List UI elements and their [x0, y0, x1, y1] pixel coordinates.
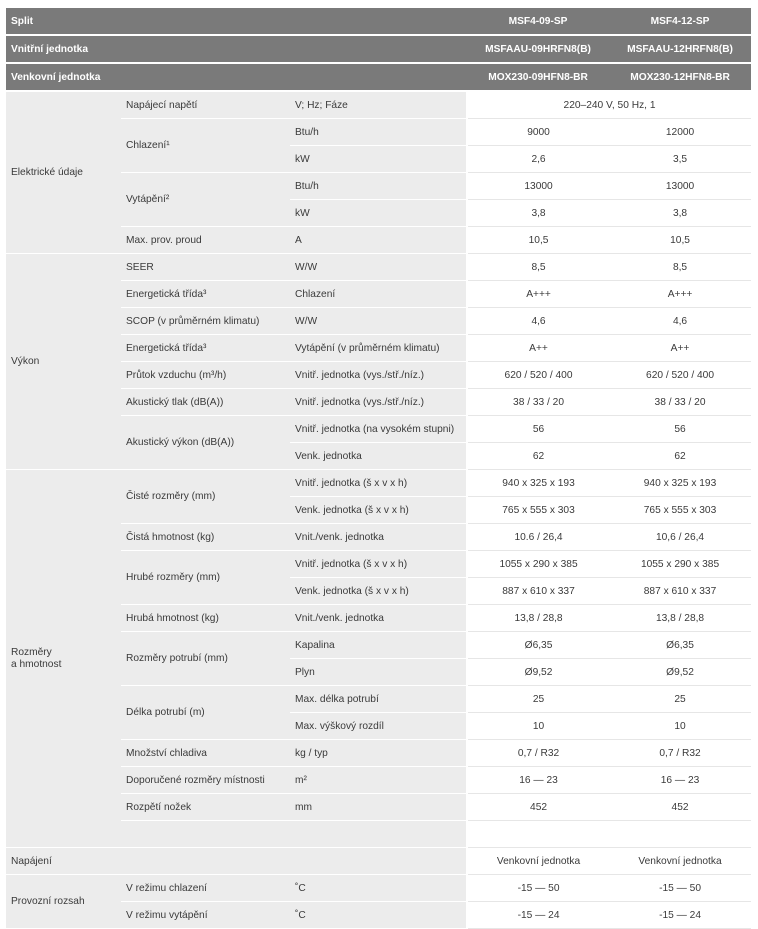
model-1: MSF4-09-SP [467, 8, 609, 35]
param-label: Chlazení¹ [121, 119, 290, 173]
value-2: 4,6 [609, 308, 751, 335]
value-2: A+++ [609, 281, 751, 308]
group-label-line-2: a hmotnost [11, 658, 62, 670]
value-1: 2,6 [467, 146, 609, 173]
value-merged: 220–240 V, 50 Hz, 1 [467, 91, 751, 119]
param-label: Energetická třída³ [121, 281, 290, 308]
header-row-split [6, 8, 751, 35]
value-2: 16 — 23 [609, 767, 751, 794]
group-label: Výkon [6, 254, 121, 470]
value-2: 13000 [609, 173, 751, 200]
unit-label: kW [290, 146, 467, 173]
value-1: Ø9,52 [467, 659, 609, 686]
param-label: Akustický tlak (dB(A)) [121, 389, 290, 416]
value-1: 620 / 520 / 400 [467, 362, 609, 389]
param-label: V režimu vytápění [121, 902, 290, 929]
param-label: Max. prov. proud [121, 227, 290, 254]
value-2: 25 [609, 686, 751, 713]
param-label: Průtok vzduchu (m³/h) [121, 362, 290, 389]
value-1: 4,6 [467, 308, 609, 335]
unit-label-empty [290, 821, 467, 848]
unit-label: A [290, 227, 467, 254]
param-label: Délka potrubí (m) [121, 686, 290, 740]
value-2: -15 — 50 [609, 875, 751, 902]
param-label: Rozpětí nožek [121, 794, 290, 821]
param-label: Hrubá hmotnost (kg) [121, 605, 290, 632]
param-label: SEER [121, 254, 290, 281]
param-label: Hrubé rozměry (mm) [121, 551, 290, 605]
table-row [6, 875, 751, 902]
param-label: Čisté rozměry (mm) [121, 470, 290, 524]
param-label: Čistá hmotnost (kg) [121, 524, 290, 551]
unit-label: Vnitř. jednotka (š x v x h) [290, 470, 467, 497]
param-label: Množství chladiva [121, 740, 290, 767]
value-2: -15 — 24 [609, 902, 751, 929]
value-1: 8,5 [467, 254, 609, 281]
value-2: 620 / 520 / 400 [609, 362, 751, 389]
unit-label: Vnit./venk. jednotka [290, 605, 467, 632]
unit-label: Vnitř. jednotka (na vysokém stupni) [290, 416, 467, 443]
value-1: 25 [467, 686, 609, 713]
value-2: 10,5 [609, 227, 751, 254]
value-2: Ø9,52 [609, 659, 751, 686]
value-2: 1055 x 290 x 385 [609, 551, 751, 578]
value-2: Ø6,35 [609, 632, 751, 659]
header-label: Vnitřní jednotka [6, 35, 467, 63]
value-1: A+++ [467, 281, 609, 308]
value-1: 765 x 555 x 303 [467, 497, 609, 524]
header-row-indoor [6, 35, 751, 63]
unit-label: Chlazení [290, 281, 467, 308]
value-2: 940 x 325 x 193 [609, 470, 751, 497]
header-label: Split [6, 8, 467, 35]
value-1: Ø6,35 [467, 632, 609, 659]
model-2: MSF4-12-SP [609, 8, 751, 35]
unit-label: m² [290, 767, 467, 794]
unit-label: Plyn [290, 659, 467, 686]
value-1: 38 / 33 / 20 [467, 389, 609, 416]
spec-table [6, 8, 751, 929]
param-label: SCOP (v průměrném klimatu) [121, 308, 290, 335]
param-label: V režimu chlazení [121, 875, 290, 902]
value-2: 38 / 33 / 20 [609, 389, 751, 416]
value-1: 13000 [467, 173, 609, 200]
param-label: Energetická třída³ [121, 335, 290, 362]
table-row [6, 254, 751, 281]
unit-label: Venk. jednotka (š x v x h) [290, 497, 467, 524]
unit-label-empty [290, 848, 467, 875]
value-2: 452 [609, 794, 751, 821]
value-1: 16 — 23 [467, 767, 609, 794]
value-2: 3,5 [609, 146, 751, 173]
unit-label: kg / typ [290, 740, 467, 767]
value-1: 56 [467, 416, 609, 443]
value-1: 10,5 [467, 227, 609, 254]
value-2: 10,6 / 26,4 [609, 524, 751, 551]
value-1: A++ [467, 335, 609, 362]
value-2: 13,8 / 28,8 [609, 605, 751, 632]
value-2: 3,8 [609, 200, 751, 227]
group-label-line-1: Rozměry [11, 646, 52, 658]
group-label [6, 470, 121, 848]
unit-label: Btu/h [290, 119, 467, 146]
value-2-empty [609, 821, 751, 848]
value-1: -15 — 24 [467, 902, 609, 929]
unit-label: Kapalina [290, 632, 467, 659]
value-1: 940 x 325 x 193 [467, 470, 609, 497]
unit-label: Vnitř. jednotka (vys./stř./níz.) [290, 362, 467, 389]
value-1: 10 [467, 713, 609, 740]
model-2: MOX230-12HFN8-BR [609, 63, 751, 91]
value-1: 13,8 / 28,8 [467, 605, 609, 632]
unit-label: Vnitř. jednotka (vys./stř./níz.) [290, 389, 467, 416]
value-2: 8,5 [609, 254, 751, 281]
value-2: Venkovní jednotka [609, 848, 751, 875]
unit-label: Max. délka potrubí [290, 686, 467, 713]
group-label: Provozní rozsah [6, 875, 121, 929]
table-row [6, 848, 751, 875]
value-1: 452 [467, 794, 609, 821]
unit-label: Btu/h [290, 173, 467, 200]
table-row [6, 470, 751, 497]
header-label: Venkovní jednotka [6, 63, 467, 91]
param-label-empty [121, 848, 290, 875]
value-2: 0,7 / R32 [609, 740, 751, 767]
param-label: Vytápění² [121, 173, 290, 227]
value-1: 9000 [467, 119, 609, 146]
value-1: 887 x 610 x 337 [467, 578, 609, 605]
unit-label: Vnitř. jednotka (š x v x h) [290, 551, 467, 578]
unit-label: W/W [290, 308, 467, 335]
value-1: 0,7 / R32 [467, 740, 609, 767]
group-label: Napájení [6, 848, 121, 875]
value-1: 1055 x 290 x 385 [467, 551, 609, 578]
model-1: MSFAAU-09HRFN8(B) [467, 35, 609, 63]
unit-label: Vytápění (v průměrném klimatu) [290, 335, 467, 362]
value-2: 56 [609, 416, 751, 443]
unit-label: ˚C [290, 902, 467, 929]
unit-label: Venk. jednotka [290, 443, 467, 470]
value-1-empty [467, 821, 609, 848]
unit-label: Vnit./venk. jednotka [290, 524, 467, 551]
unit-label: kW [290, 200, 467, 227]
value-2: 10 [609, 713, 751, 740]
value-1: Venkovní jednotka [467, 848, 609, 875]
model-1: MOX230-09HFN8-BR [467, 63, 609, 91]
value-1: -15 — 50 [467, 875, 609, 902]
param-label: Rozměry potrubí (mm) [121, 632, 290, 686]
header-row-outdoor [6, 63, 751, 91]
unit-label: W/W [290, 254, 467, 281]
value-1: 10.6 / 26,4 [467, 524, 609, 551]
param-label: Napájecí napětí [121, 91, 290, 119]
model-2: MSFAAU-12HRFN8(B) [609, 35, 751, 63]
unit-label: mm [290, 794, 467, 821]
value-1: 62 [467, 443, 609, 470]
value-2: 765 x 555 x 303 [609, 497, 751, 524]
unit-label: V; Hz; Fáze [290, 91, 467, 119]
table-row [6, 91, 751, 119]
unit-label: ˚C [290, 875, 467, 902]
param-label: Doporučené rozměry místnosti [121, 767, 290, 794]
value-2: 12000 [609, 119, 751, 146]
unit-label: Venk. jednotka (š x v x h) [290, 578, 467, 605]
param-label: Akustický výkon (dB(A)) [121, 416, 290, 470]
value-2: 62 [609, 443, 751, 470]
value-1: 3,8 [467, 200, 609, 227]
unit-label: Max. výškový rozdíl [290, 713, 467, 740]
value-2: 887 x 610 x 337 [609, 578, 751, 605]
group-label: Elektrické údaje [6, 91, 121, 254]
value-2: A++ [609, 335, 751, 362]
param-label-empty [121, 821, 290, 848]
